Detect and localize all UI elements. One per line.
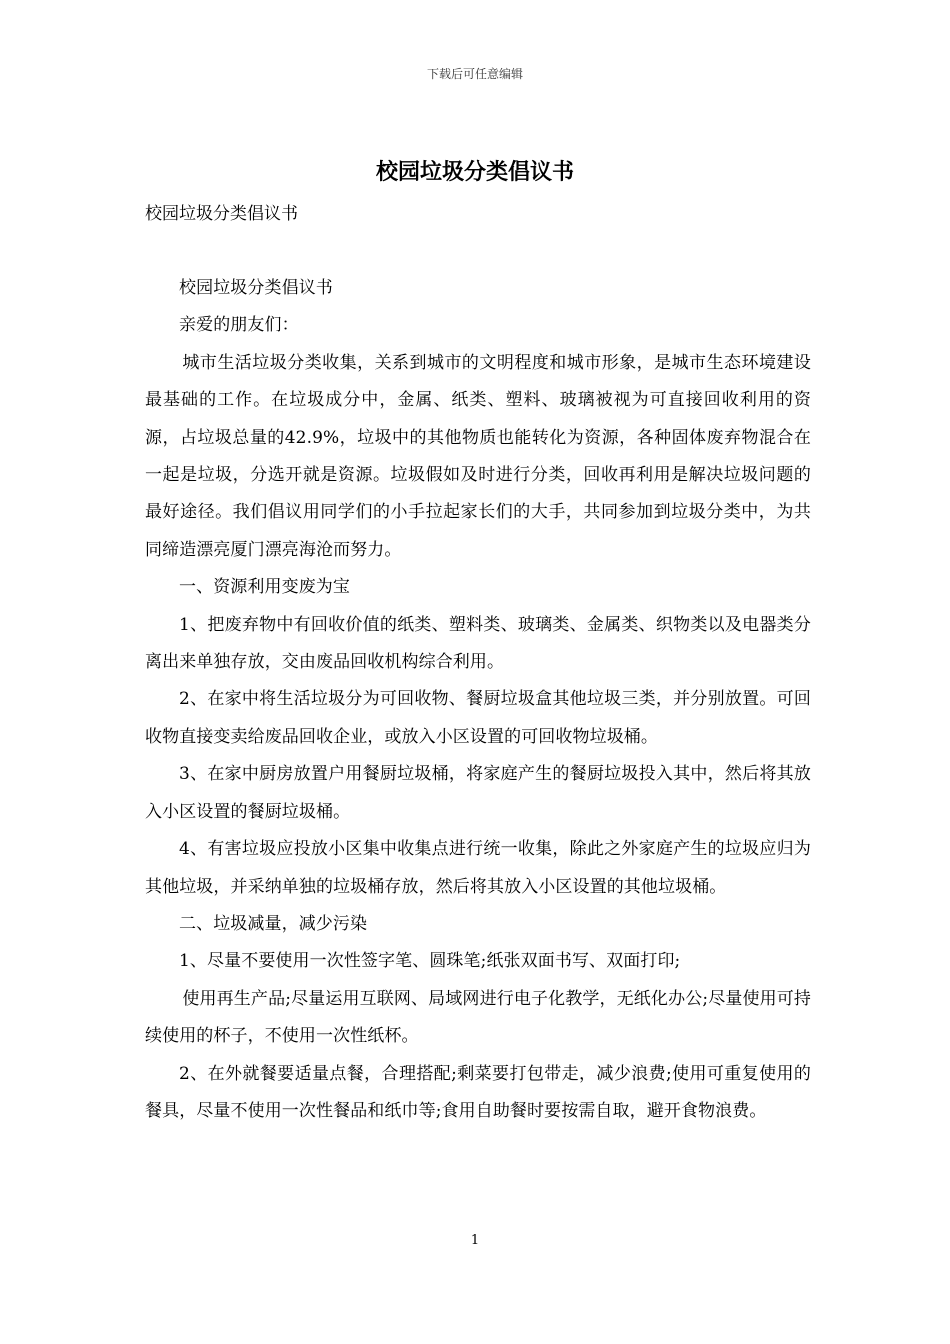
paragraph-item: 4、有害垃圾应投放小区集中收集点进行统一收集，除此之外家庭产生的垃圾应归为其他垃圾，并采纳单独的垃圾桶存放，然后将其放入小区设置的其他垃圾桶。 (145, 839, 811, 897)
section-heading-2: 二、垃圾减量，减少污染 (179, 913, 368, 934)
paragraph-intro: 城市生活垃圾分类收集，关系到城市的文明程度和城市形象，是城市生态环境建设最基础的工作。在垃圾成分中，金属、纸类、塑料、玻璃被视为可直接回收利用的资源，占垃圾总量的42.9%，垃圾中的其他物质也能转化为资源，各种固体废弃物混合在一起是垃圾，分选开就是资源。垃圾假如及时进行分类，回收再利用是解决垃圾问题的最好途径。我们倡议用同学们的小手拉起家长们的大手，共同参加到垃圾分类中，为共同缔造漂亮厦门漂亮海沧而努力。 (145, 352, 811, 560)
header-note: 下载后可任意编辑 (426, 67, 523, 81)
section-heading-1: 一、资源利用变废为宝 (179, 577, 350, 598)
document-subtitle: 校园垃圾分类倡议书 (145, 204, 298, 224)
paragraph-item: 使用再生产品;尽量运用互联网、局域网进行电子化教学，无纸化办公;尽量使用可持续使用的杯子，不使用一次性纸杯。 (145, 988, 811, 1047)
paragraph-item: 2、在外就餐要适量点餐，合理搭配;剩菜要打包带走，减少浪费;使用可重复使用的餐具，尽量不使用一次性餐品和纸巾等;食用自助餐时要按需自取，避开食物浪费。 (145, 1063, 811, 1121)
page-number: 1 (470, 1233, 480, 1248)
paragraph-item: 1、尽量不要使用一次性签字笔、圆珠笔;纸张双面书写、双面打印; (179, 951, 681, 972)
paragraph-salutation: 亲爱的朋友们： (179, 315, 299, 336)
document-body (145, 270, 811, 1130)
paragraph-item: 1、把废弃物中有回收价值的纸类、塑料类、玻璃类、金属类、织物类以及电器类分离出来单独存放，交由废品回收机构综合利用。 (145, 614, 811, 673)
paragraph-item: 2、在家中将生活垃圾分为可回收物、餐厨垃圾盒其他垃圾三类，并分别放置。可回收物直接变卖给废品回收企业，或放入小区设置的可回收物垃圾桶。 (145, 689, 811, 747)
paragraph-heading: 校园垃圾分类倡议书 (179, 278, 333, 298)
document-title: 校园垃圾分类倡议书 (375, 159, 574, 185)
paragraph-item: 3、在家中厨房放置户用餐厨垃圾桶，将家庭产生的餐厨垃圾投入其中，然后将其放入小区设置的餐厨垃圾桶。 (145, 764, 811, 822)
